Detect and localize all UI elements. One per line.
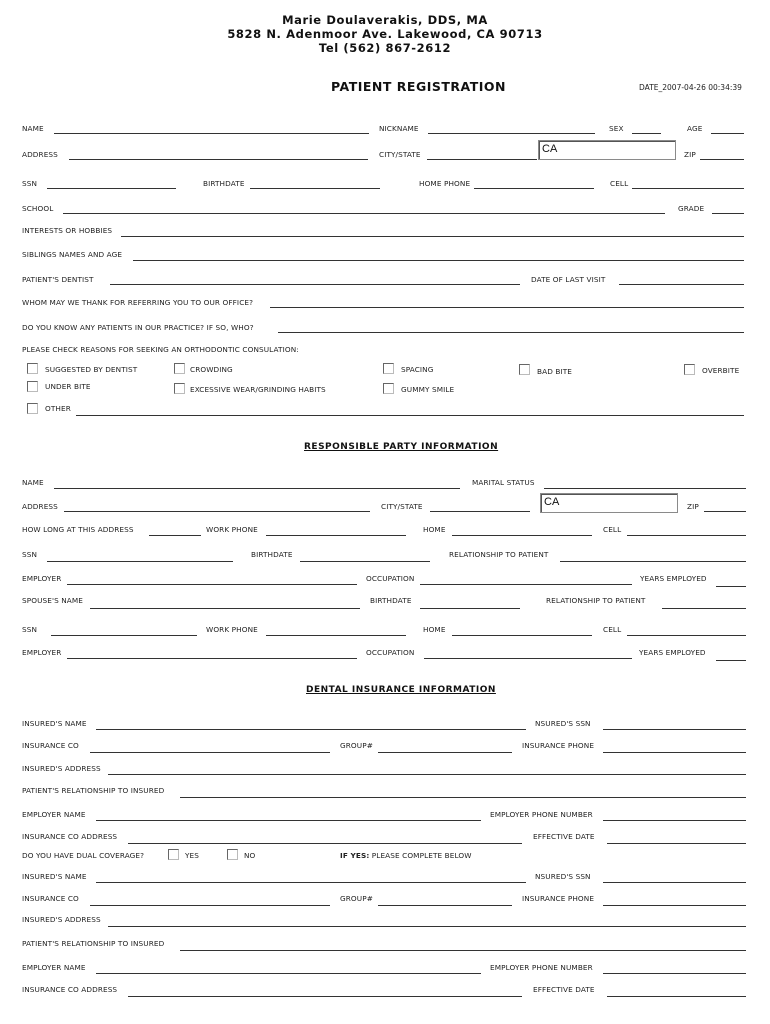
- pat-rel2-field[interactable]: [180, 950, 746, 951]
- label-rp-occupation: OCCUPATION: [366, 574, 415, 583]
- employer-name-field[interactable]: [96, 820, 481, 821]
- last-visit-field[interactable]: [619, 284, 744, 285]
- label-insured-ssn: NSURED'S SSN: [535, 719, 591, 728]
- label-group2: GROUP#: [340, 894, 373, 903]
- gummy-checkbox[interactable]: [383, 383, 394, 394]
- if-yes-note: [340, 851, 472, 860]
- rp-zip-field[interactable]: [704, 511, 746, 512]
- label-referral: WHOM MAY WE THANK FOR REFERRING YOU TO OUR OFFICE?: [22, 298, 254, 307]
- if-yes-bold: IF YES:: [340, 851, 370, 860]
- label-rp-years2: YEARS EMPLOYED: [639, 648, 706, 657]
- label-insured-ssn2: NSURED'S SSN: [535, 872, 591, 881]
- label-home-phone: HOME PHONE: [419, 179, 471, 188]
- label-spouse: SPOUSE'S NAME: [22, 596, 83, 605]
- rp-work-phone-field[interactable]: [266, 535, 406, 536]
- rp-ssn2-field[interactable]: [51, 635, 197, 636]
- label-siblings: SIBLINGS NAMES AND AGE: [22, 250, 123, 259]
- co-address2-field[interactable]: [128, 996, 522, 997]
- insured-ssn-field[interactable]: [603, 729, 746, 730]
- address-field[interactable]: [69, 159, 368, 160]
- effective2-field[interactable]: [607, 996, 746, 997]
- home-phone-field[interactable]: [474, 188, 594, 189]
- label-spouse-relationship: RELATIONSHIP TO PATIENT: [546, 596, 646, 605]
- marital-field[interactable]: [544, 488, 746, 489]
- grade-field[interactable]: [712, 213, 744, 214]
- label-pat-rel: PATIENT'S RELATIONSHIP TO INSURED: [22, 786, 165, 795]
- label-rp-ssn2: SSN: [22, 625, 38, 634]
- label-crowding: CROWDING: [190, 365, 233, 374]
- rp-occupation2-field[interactable]: [424, 658, 632, 659]
- bad-bite-checkbox[interactable]: [519, 364, 530, 375]
- rp-birthdate-field[interactable]: [300, 561, 430, 562]
- label-grade: GRADE: [678, 204, 705, 213]
- co-address-field[interactable]: [128, 843, 522, 844]
- ssn-field[interactable]: [47, 188, 176, 189]
- rp-work-phone2-field[interactable]: [266, 635, 406, 636]
- group-field[interactable]: [378, 752, 512, 753]
- ins-phone2-field[interactable]: [603, 905, 746, 906]
- label-rp-address: ADDRESS: [22, 502, 58, 511]
- rp-occupation-field[interactable]: [420, 584, 632, 585]
- label-bad-bite: BAD BITE: [537, 367, 572, 376]
- label-ins-co2: INSURANCE CO: [22, 894, 79, 903]
- rp-city-field[interactable]: [430, 511, 530, 512]
- label-group: GROUP#: [340, 741, 373, 750]
- employer-phone2-field[interactable]: [603, 973, 746, 974]
- page-title: PATIENT REGISTRATION: [331, 79, 506, 94]
- label-rp-work-phone2: WORK PHONE: [206, 625, 258, 634]
- label-city-state: CITY/STATE: [379, 150, 421, 159]
- responsible-heading: RESPONSIBLE PARTY INFORMATION: [304, 442, 499, 452]
- label-co-address2: INSURANCE CO ADDRESS: [22, 985, 118, 994]
- spouse-birthdate-field[interactable]: [420, 608, 520, 609]
- insured-name-field[interactable]: [96, 729, 526, 730]
- label-school: SCHOOL: [22, 204, 54, 213]
- practice-phone: Tel (562) 867-2612: [318, 41, 452, 55]
- pat-rel-field[interactable]: [180, 797, 746, 798]
- label-how-long: HOW LONG AT THIS ADDRESS: [22, 525, 134, 534]
- label-employer-phone2: EMPLOYER PHONE NUMBER: [490, 963, 593, 972]
- label-birthdate: BIRTHDATE: [203, 179, 245, 188]
- label-age: AGE: [687, 124, 703, 133]
- zip-field[interactable]: [700, 159, 744, 160]
- label-rp-occupation2: OCCUPATION: [366, 648, 415, 657]
- effective-field[interactable]: [607, 843, 746, 844]
- rp-cell-field[interactable]: [627, 535, 746, 536]
- insured-ssn2-field[interactable]: [603, 882, 746, 883]
- label-under-bite: UNDER BITE: [45, 382, 91, 391]
- overbite-checkbox[interactable]: [684, 364, 695, 375]
- other-field[interactable]: [76, 415, 744, 416]
- spouse-field[interactable]: [90, 608, 360, 609]
- label-wear: EXCESSIVE WEAR/GRINDING HABITS: [190, 385, 326, 394]
- ins-co-field[interactable]: [90, 752, 330, 753]
- age-field[interactable]: [711, 133, 744, 134]
- dual-no-checkbox[interactable]: [227, 849, 238, 860]
- label-insured-name: INSURED'S NAME: [22, 719, 87, 728]
- cell-field[interactable]: [632, 188, 744, 189]
- if-yes-rest: PLEASE COMPLETE BELOW: [369, 851, 472, 860]
- sex-field[interactable]: [632, 133, 661, 134]
- label-ins-phone2: INSURANCE PHONE: [522, 894, 595, 903]
- label-employer-name: EMPLOYER NAME: [22, 810, 86, 819]
- insured-address2-field[interactable]: [108, 926, 746, 927]
- label-yes: YES: [185, 851, 199, 860]
- label-effective: EFFECTIVE DATE: [533, 832, 595, 841]
- reasons-heading: PLEASE CHECK REASONS FOR SEEKING AN ORTHODONTIC CONSULATION:: [22, 345, 299, 354]
- siblings-field[interactable]: [133, 260, 744, 261]
- label-cell: CELL: [610, 179, 629, 188]
- label-rp-work-phone: WORK PHONE: [206, 525, 258, 534]
- insured-name2-field[interactable]: [96, 882, 526, 883]
- label-no: NO: [244, 851, 256, 860]
- employer-name2-field[interactable]: [96, 973, 481, 974]
- employer-phone-field[interactable]: [603, 820, 746, 821]
- label-rp-cell2: CELL: [603, 625, 622, 634]
- name-field[interactable]: [54, 133, 369, 134]
- city-field[interactable]: [427, 159, 537, 160]
- label-rp-years: YEARS EMPLOYED: [640, 574, 707, 583]
- label-sex: SEX: [609, 124, 624, 133]
- label-insured-name2: INSURED'S NAME: [22, 872, 87, 881]
- label-rp-relationship: RELATIONSHIP TO PATIENT: [449, 550, 549, 559]
- practice-address: 5828 N. Adenmoor Ave. Lakewood, CA 90713: [227, 27, 543, 41]
- rp-employer-field[interactable]: [67, 584, 357, 585]
- label-rp-ssn: SSN: [22, 550, 38, 559]
- label-ins-co: INSURANCE CO: [22, 741, 79, 750]
- dual-yes-checkbox[interactable]: [168, 849, 179, 860]
- rp-home-field[interactable]: [452, 535, 592, 536]
- ins-co2-field[interactable]: [90, 905, 330, 906]
- group2-field[interactable]: [378, 905, 512, 906]
- crowding-checkbox[interactable]: [174, 363, 185, 374]
- label-dual: DO YOU HAVE DUAL COVERAGE?: [22, 851, 145, 860]
- label-rp-employer2: EMPLOYER: [22, 648, 62, 657]
- label-interests: INTERESTS OR HOBBIES: [22, 226, 113, 235]
- label-spouse-birthdate: BIRTHDATE: [370, 596, 412, 605]
- label-rp-home: HOME: [423, 525, 446, 534]
- label-rp-name: NAME: [22, 478, 44, 487]
- label-overbite: OVERBITE: [702, 366, 740, 375]
- insured-address-field[interactable]: [108, 774, 746, 775]
- label-address: ADDRESS: [22, 150, 58, 159]
- how-long-field[interactable]: [149, 535, 201, 536]
- form-date: DATE_2007-04-26 00:34:39: [639, 83, 742, 92]
- label-co-address: INSURANCE CO ADDRESS: [22, 832, 118, 841]
- rp-employer2-field[interactable]: [67, 658, 357, 659]
- birthdate-field[interactable]: [250, 188, 380, 189]
- rp-address-field[interactable]: [64, 511, 370, 512]
- label-last-visit: DATE OF LAST VISIT: [531, 275, 606, 284]
- rp-home2-field[interactable]: [452, 635, 592, 636]
- referral-field[interactable]: [270, 307, 744, 308]
- dentist-field[interactable]: [110, 284, 520, 285]
- ins-phone-field[interactable]: [603, 752, 746, 753]
- label-rp-home2: HOME: [423, 625, 446, 634]
- nickname-field[interactable]: [428, 133, 595, 134]
- rp-ssn-field[interactable]: [47, 561, 233, 562]
- rp-relationship-field[interactable]: [560, 561, 746, 562]
- label-rp-employer: EMPLOYER: [22, 574, 62, 583]
- label-name: NAME: [22, 124, 44, 133]
- label-rp-cell: CELL: [603, 525, 622, 534]
- rp-years2-field[interactable]: [716, 660, 746, 661]
- spacing-checkbox[interactable]: [383, 363, 394, 374]
- practice-name: Marie Doulaverakis, DDS, MA: [282, 13, 488, 27]
- spouse-relationship-field[interactable]: [662, 608, 746, 609]
- state-input[interactable]: CA: [538, 140, 676, 160]
- label-dentist: PATIENT'S DENTIST: [22, 275, 94, 284]
- label-zip: ZIP: [684, 150, 696, 159]
- label-rp-city-state: CITY/STATE: [381, 502, 423, 511]
- label-ssn: SSN: [22, 179, 38, 188]
- label-rp-birthdate: BIRTHDATE: [251, 550, 293, 559]
- under-bite-checkbox[interactable]: [27, 381, 38, 392]
- label-employer-name2: EMPLOYER NAME: [22, 963, 86, 972]
- label-rp-zip: ZIP: [687, 502, 699, 511]
- label-employer-phone: EMPLOYER PHONE NUMBER: [490, 810, 593, 819]
- label-marital: MARITAL STATUS: [472, 478, 535, 487]
- label-know-patients: DO YOU KNOW ANY PATIENTS IN OUR PRACTICE? IF SO, WHO?: [22, 323, 254, 332]
- label-ins-phone: INSURANCE PHONE: [522, 741, 595, 750]
- know-patients-field[interactable]: [278, 332, 744, 333]
- label-other: OTHER: [45, 404, 71, 413]
- rp-cell2-field[interactable]: [627, 635, 746, 636]
- interests-field[interactable]: [121, 236, 744, 237]
- rp-name-field[interactable]: [54, 488, 460, 489]
- label-effective2: EFFECTIVE DATE: [533, 985, 595, 994]
- label-insured-address: INSURED'S ADDRESS: [22, 764, 101, 773]
- suggested-checkbox[interactable]: [27, 363, 38, 374]
- label-pat-rel2: PATIENT'S RELATIONSHIP TO INSURED: [22, 939, 165, 948]
- label-insured-address2: INSURED'S ADDRESS: [22, 915, 101, 924]
- rp-years-field[interactable]: [716, 586, 746, 587]
- insurance-heading: DENTAL INSURANCE INFORMATION: [306, 685, 496, 695]
- school-field[interactable]: [63, 213, 665, 214]
- label-nickname: NICKNAME: [379, 124, 419, 133]
- label-gummy: GUMMY SMILE: [401, 385, 455, 394]
- label-suggested: SUGGESTED BY DENTIST: [45, 365, 138, 374]
- other-checkbox[interactable]: [27, 403, 38, 414]
- rp-state-input[interactable]: CA: [540, 493, 678, 513]
- label-spacing: SPACING: [401, 365, 434, 374]
- wear-checkbox[interactable]: [174, 383, 185, 394]
